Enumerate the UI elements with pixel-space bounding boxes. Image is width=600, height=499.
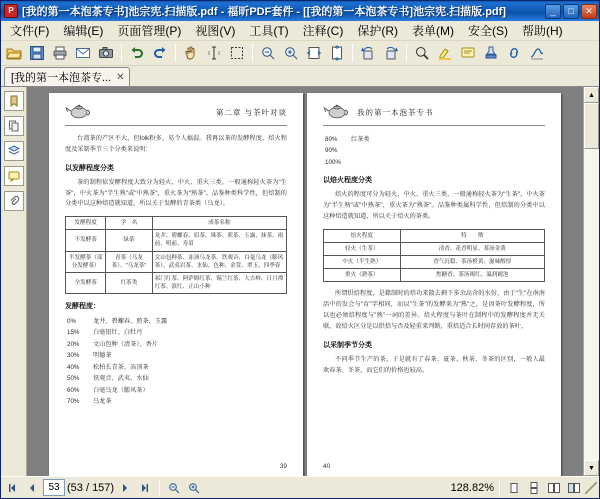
table-row <box>324 269 545 282</box>
toolbar-separator <box>406 44 407 62</box>
roast-level-table <box>323 229 545 282</box>
list-item-key: 15% <box>67 329 80 337</box>
scroll-thumb[interactable] <box>584 103 599 149</box>
zoom-out-button[interactable] <box>257 42 279 64</box>
status-bar <box>1 476 599 498</box>
page-header-left <box>65 103 287 126</box>
teapot-icon <box>65 103 93 122</box>
table-cell: 绿茶 <box>106 230 152 251</box>
list-item-value: 文山包种（清茶）、香片 <box>93 340 158 348</box>
table-cell: 文山包种茶、冻顶乌龙茶、铁观音、白毫乌龙（膨风茶）、武夷岩茶、水仙、色种、金萱、翠玉、四季春 <box>152 251 286 272</box>
layers-panel-button[interactable] <box>4 141 24 161</box>
undo-button[interactable] <box>126 42 148 64</box>
menu-tools[interactable]: 工具(T) <box>249 24 289 38</box>
ferment-classification-table <box>65 216 287 294</box>
attachment-panel-button[interactable] <box>4 191 24 211</box>
fit-page-button[interactable] <box>326 42 348 64</box>
page-right-heading-1: 以焙火程度分类 <box>323 177 372 185</box>
close-button[interactable]: ✕ <box>581 4 597 19</box>
list-item-key: 80% <box>325 136 338 143</box>
menu-edit[interactable]: 编辑(E) <box>63 24 104 38</box>
table-header-cell: 学 名 <box>106 217 152 230</box>
scroll-up-button[interactable]: ▲ <box>584 87 599 103</box>
page-right-paragraph-2: 所谓烘焙程度，是藉制时的焙功来散去剩下多余高含的水份，由于"生"在南南活中的发会与"育"字相同，而以"生茶"的发酵来为"熟"之，是因茶叶发酵程度，所以也必须焙程度与"熟"一词的差异。焙火程度与茶叶在制程中的发酵程度并无关联，故焙火区分是以烘焙与否及轻重来判断，重焙适合长时间存放的茶叶。 <box>323 290 545 330</box>
page-right-paragraph-3: 不同季节生产的茶，于是就有了春茶、夏茶、秋茶、冬茶的区别，一般人最欢春茶、冬茶，而它们的价格也较高。 <box>323 355 545 374</box>
table-header-cell: 特 徵 <box>400 229 544 242</box>
list-item-key: 100% <box>325 158 341 166</box>
table-cell: 青茶（乌龙茶）、"乌龙茶" <box>106 251 152 272</box>
page-right-paragraph-1: 焙火的程度可分为轻火、中火、重火三类，一般通称轻火茶为"生茶"，中火茶为"半生熟"或"中熟茶"，重火茶为"熟茶"。品鉴种类属科学性，但焙制的分类中以这种焙造就知道，所以关于焙火的茶类。 <box>323 191 545 221</box>
maximize-button[interactable]: □ <box>563 4 579 19</box>
document-tab-label: [我的第一本泡茶专... <box>11 72 112 84</box>
list-item-key: 60% <box>67 386 80 394</box>
page-number-right: 40 <box>323 463 331 470</box>
page-header-title-right: 我的第一本泡茶专书 <box>357 108 434 117</box>
window-controls <box>545 4 597 19</box>
list-item-key: 70% <box>67 398 80 406</box>
workspace <box>1 87 599 476</box>
list-item-key: 30% <box>67 352 80 360</box>
main-toolbar <box>1 41 599 66</box>
table-cell: 半发酵茶（部分发酵茶） <box>66 251 106 272</box>
table-cell: 焦糖香、茶汤褐红、温润耐泡 <box>400 269 544 282</box>
status-zoom-in-button[interactable] <box>185 479 203 497</box>
comment-panel-button[interactable] <box>4 166 24 186</box>
toolbar-separator <box>352 44 353 62</box>
stamp-button[interactable] <box>480 42 502 64</box>
rotate-right-button[interactable] <box>380 42 402 64</box>
select-text-button[interactable] <box>203 42 225 64</box>
rotate-left-button[interactable] <box>357 42 379 64</box>
menu-view[interactable]: 视图(V) <box>195 24 236 38</box>
status-separator <box>159 479 160 497</box>
list-item <box>67 316 287 327</box>
pdf-page-right[interactable] <box>307 93 561 476</box>
list-item-value: 白毫乌龙（膨风茶） <box>93 386 149 394</box>
list-item-value: 铁观音、武夷、水仙 <box>93 375 149 383</box>
list-item <box>325 145 545 156</box>
list-item-key: 20% <box>67 340 80 348</box>
page-header-title-left: 第二章 与茶叶对谈 <box>215 108 287 117</box>
menu-form[interactable]: 表单(M) <box>412 24 454 38</box>
teapot-icon <box>323 103 351 122</box>
list-item <box>67 350 287 361</box>
list-item <box>325 157 545 168</box>
app-icon: P <box>4 4 18 18</box>
last-page-button[interactable] <box>136 479 154 497</box>
list-item-key: 40% <box>67 363 80 371</box>
table-row <box>66 272 287 293</box>
scroll-track[interactable] <box>584 149 599 460</box>
page-number-input[interactable]: 53 <box>43 479 65 496</box>
document-tab-strip <box>1 66 599 87</box>
table-cell: 中火（半生熟） <box>324 256 401 269</box>
list-item-key: 50% <box>67 375 80 383</box>
table-cell: 祁门红茶、阿萨姆红茶、锡兰红茶、大吉岭、日月潭红茶、滇红、正山小种 <box>152 272 286 293</box>
list-item-key: 90% <box>325 147 338 155</box>
thumbnail-panel-button[interactable] <box>4 116 24 136</box>
table-header-cell: 发酵程度 <box>66 217 106 230</box>
table-cell: 重火（熟茶） <box>324 269 401 282</box>
vertical-scrollbar[interactable] <box>583 87 599 476</box>
page-header-right <box>323 103 545 126</box>
table-cell: 轻火（生茶） <box>324 243 401 256</box>
toolbar-separator <box>252 44 253 62</box>
link-button[interactable] <box>503 42 525 64</box>
status-zoom-out-button[interactable] <box>165 479 183 497</box>
list-item <box>67 327 287 338</box>
table-row <box>324 256 545 269</box>
table-row <box>66 230 287 251</box>
save-button[interactable] <box>26 42 48 64</box>
list-item-value: 乌龙茶 <box>93 398 112 406</box>
first-page-button[interactable] <box>3 479 21 497</box>
toolbar-separator <box>121 44 122 62</box>
menu-comment[interactable]: 注释(C) <box>302 24 344 38</box>
table-cell: 不发酵茶 <box>66 230 106 251</box>
menu-help[interactable]: 帮助(H) <box>522 24 563 38</box>
signature-button[interactable] <box>526 42 548 64</box>
page-right-heading-2: 以采制季节分类 <box>323 341 372 349</box>
table-row <box>324 243 545 256</box>
table-cell: 全发酵茶 <box>66 272 106 293</box>
cover-page-view-button[interactable] <box>565 479 583 497</box>
email-button[interactable] <box>72 42 94 64</box>
table-cell: 清香、花香明显、茶汤金黄 <box>400 243 544 256</box>
page-number-left: 39 <box>279 463 287 470</box>
close-icon[interactable]: ✕ <box>116 71 125 83</box>
facing-pages-view-button[interactable] <box>545 479 563 497</box>
bookmark-panel-button[interactable] <box>4 91 24 111</box>
note-button[interactable] <box>457 42 479 64</box>
open-file-button[interactable] <box>3 42 25 64</box>
page-left-paragraph-1: 台湾茶的产区不大，但folk粉多、易令人搞混。我再以茶的发酵程度、焙火程度及采制季节三个分类来说明： <box>65 135 287 153</box>
list-item <box>67 362 287 373</box>
zoom-in-button[interactable] <box>280 42 302 64</box>
menu-bar <box>1 21 599 41</box>
table-header-cell: 焙火程度 <box>324 229 401 242</box>
page-left-heading-1: 以发酵程度分类 <box>65 164 114 172</box>
menu-page[interactable]: 页面管理(P) <box>117 24 182 38</box>
table-cell: 红茶类 <box>106 272 152 293</box>
select-area-button[interactable] <box>226 42 248 64</box>
table-cell: 香气沉稳、茶汤橙黄、滋味醇厚 <box>400 256 544 269</box>
status-separator <box>499 479 500 497</box>
list-item <box>67 385 287 396</box>
pdf-viewport[interactable] <box>27 87 583 476</box>
ferment-percentage-list-continued <box>325 134 545 168</box>
list-item <box>67 396 287 407</box>
toolbar-separator <box>175 44 176 62</box>
continuous-view-button[interactable] <box>525 479 543 497</box>
menu-file[interactable]: 文件(F) <box>10 24 50 38</box>
list-item-value: 明德茶 <box>93 352 112 360</box>
highlight-button[interactable] <box>434 42 456 64</box>
print-button[interactable] <box>49 42 71 64</box>
prev-page-button[interactable] <box>23 479 41 497</box>
fit-width-button[interactable] <box>303 42 325 64</box>
pdf-page-left[interactable] <box>49 93 303 476</box>
page-left-heading-2: 发酵程度： <box>65 302 100 310</box>
scroll-down-button[interactable]: ▼ <box>584 460 599 476</box>
table-header-cell: 成茶名称 <box>152 217 286 230</box>
menu-security[interactable]: 安全(S) <box>468 24 508 38</box>
list-item-value: 白毫银针、白牡丹 <box>93 329 143 337</box>
single-page-view-button[interactable] <box>505 479 523 497</box>
page-left-paragraph-2: 茶的制程依发酵程度大致分为轻火、中火、重火三类，一般通称轻火茶为"生茶"，中火茶为"半生熟"或"中熟茶"，重火茶为"熟茶"。品鉴种类科学性，但焙制的分类中以这种焙造就知道，所以关于发酵的青茶类（乌龙）。 <box>65 178 287 208</box>
redo-button[interactable] <box>149 42 171 64</box>
navigation-panel-bar <box>1 87 27 476</box>
minimize-button[interactable]: _ <box>545 4 561 19</box>
list-item <box>67 339 287 350</box>
hand-tool-button[interactable] <box>180 42 202 64</box>
page-count-label: (53 / 157) <box>67 481 115 494</box>
table-cell: 龙井、碧螺春、眉茶、珠茶、煎茶、玉露、抹茶、雨前、明前、寿眉 <box>152 230 286 251</box>
table-row <box>66 251 287 272</box>
list-item-key: 0% <box>67 317 76 325</box>
resize-grip[interactable] <box>585 482 597 494</box>
menu-protect[interactable]: 保护(R) <box>357 24 398 38</box>
zoom-level-label[interactable]: 128.82% <box>450 481 494 494</box>
list-item <box>325 134 545 145</box>
find-button[interactable] <box>411 42 433 64</box>
title-bar <box>1 1 599 21</box>
ferment-percentage-list <box>67 316 287 408</box>
snapshot-button[interactable] <box>95 42 117 64</box>
list-item-value: 红茶类 <box>351 136 370 143</box>
window-title: [我的第一本泡茶专书]池宗宪.扫描版.pdf - 福昕PDF套件 - [[我的第一本泡茶专书]池宗宪.扫描版.pdf] <box>22 6 506 18</box>
document-tab[interactable] <box>4 67 130 86</box>
list-item <box>67 373 287 384</box>
list-item-value: 龙井、碧螺春、煎茶、玉露 <box>93 317 168 325</box>
next-page-button[interactable] <box>116 479 134 497</box>
list-item-value: 松柏长青茶、冻顶茶 <box>93 363 149 371</box>
